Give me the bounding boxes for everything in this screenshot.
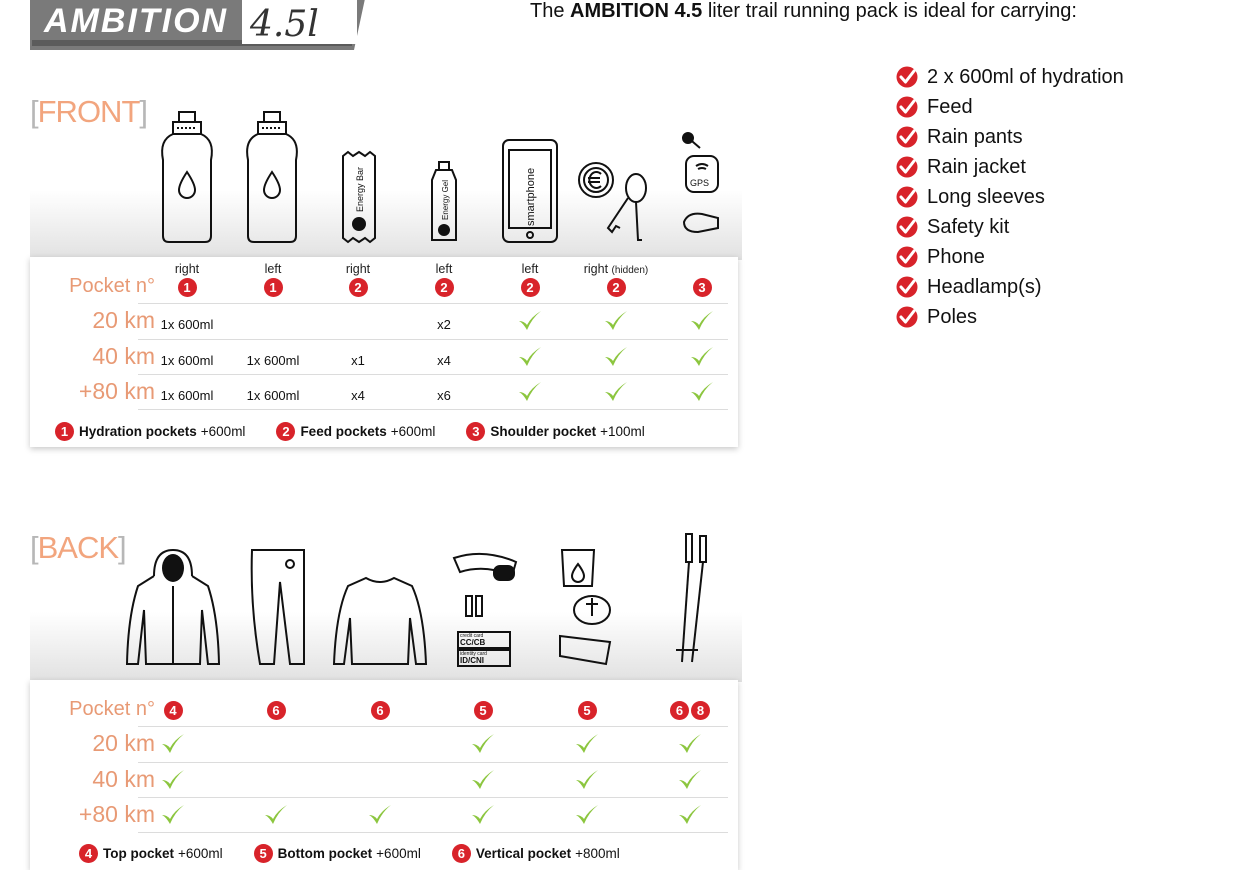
svg-text:4.5l: 4.5l [250, 4, 319, 45]
svg-text:Energy Gel: Energy Gel [441, 179, 450, 220]
pocket-number-badge: 5 [474, 701, 493, 720]
green-check-icon [487, 309, 573, 335]
side-text: right [583, 262, 609, 276]
checklist-item [896, 122, 1124, 152]
pocket-badge-cell [440, 701, 526, 720]
row-divider [138, 726, 728, 727]
quantity-cell: x4 [437, 353, 451, 368]
green-check-icon [130, 803, 216, 829]
pocket-number-badge: 1 [264, 278, 283, 297]
distance-label: +80 km [78, 801, 155, 827]
svg-text:identity card: identity card [460, 651, 487, 657]
back-label: [BACK] [30, 530, 126, 565]
column-side-label [487, 262, 573, 276]
legend-item [54, 422, 245, 441]
column-side-label [144, 262, 230, 276]
row-divider [138, 762, 728, 763]
pocket-number-badge: 6 [267, 701, 286, 720]
red-check-icon [896, 246, 918, 268]
pocket-badge-cell [487, 278, 573, 297]
quantity-cell: 1x 600ml [246, 353, 300, 368]
checklist-label: Headlamp(s) [927, 275, 1042, 298]
checklist-label: Rain jacket [927, 155, 1026, 178]
green-check-icon [573, 309, 659, 335]
legend-capacity: +800ml [575, 846, 620, 861]
checklist-item [896, 152, 1124, 182]
pocket-number-label: Pocket n° [69, 275, 155, 297]
side-text: right [174, 262, 200, 276]
green-check-icon [544, 803, 630, 829]
pocket-legend [54, 422, 675, 441]
legend-capacity: +600ml [390, 424, 436, 439]
row-divider [138, 339, 728, 340]
legend-capacity: +600ml [376, 846, 421, 861]
pocket-number-badge: 2 [435, 278, 454, 297]
quantity-cell: x4 [351, 388, 365, 403]
carry-checklist [896, 62, 1124, 332]
green-check-icon [130, 732, 216, 758]
back-pocket-table [30, 680, 738, 870]
safety-items-icon [678, 128, 724, 244]
checklist-item [896, 242, 1124, 272]
green-check-icon [647, 803, 733, 829]
side-text: right [345, 262, 371, 276]
legend-item [451, 844, 620, 863]
legend-capacity: +600ml [178, 846, 223, 861]
checklist-label: Feed [927, 95, 973, 118]
pocket-number-badge: 1 [55, 422, 74, 441]
pocket-number-badge: 3 [466, 422, 485, 441]
green-check-icon [544, 768, 630, 794]
checklist-label: Phone [927, 245, 985, 268]
pocket-badge-cell [230, 278, 316, 297]
red-check-icon [896, 306, 918, 328]
distance-label: 20 km [92, 307, 155, 333]
pocket-badge-cell [315, 278, 401, 297]
green-check-icon [130, 768, 216, 794]
red-check-icon [896, 156, 918, 178]
pocket-number-badge: 2 [349, 278, 368, 297]
pocket-legend [78, 844, 650, 863]
checklist-item [896, 62, 1124, 92]
checklist-label: Long sleeves [927, 185, 1045, 208]
coin-keys-icon [576, 158, 658, 244]
pocket-number-badge: 4 [79, 844, 98, 863]
column-side-label [573, 262, 659, 276]
green-check-icon [647, 768, 733, 794]
green-check-icon [487, 380, 573, 406]
checklist-label: Rain pants [927, 125, 1023, 148]
checklist-item [896, 92, 1124, 122]
front-label: [FRONT] [30, 94, 148, 129]
row-divider [138, 832, 728, 833]
pocket-number-badge: 6 [670, 701, 689, 720]
legend-pocket-name: Vertical pocket [475, 846, 572, 861]
pocket-badge-cell [544, 701, 630, 720]
green-check-icon [440, 803, 526, 829]
green-check-icon [573, 380, 659, 406]
pocket-number-badge: 6 [371, 701, 390, 720]
pocket-badge-cell [233, 701, 319, 720]
green-check-icon [573, 345, 659, 371]
svg-text:Energy Bar: Energy Bar [355, 166, 365, 212]
pocket-number-badge: 3 [693, 278, 712, 297]
checklist-item [896, 212, 1124, 242]
quantity-cell: x2 [437, 317, 451, 332]
svg-text:credit card: credit card [460, 633, 484, 639]
green-check-icon [659, 309, 745, 335]
checklist-label: 2 x 600ml of hydration [927, 65, 1124, 88]
pocket-badge-cell [659, 278, 745, 297]
column-side-label [230, 262, 316, 276]
side-text: left [435, 262, 453, 276]
pocket-badge-cell [573, 278, 659, 297]
svg-text:CC/CB: CC/CB [460, 638, 486, 647]
smartphone-icon [500, 138, 560, 244]
svg-text:GPS: GPS [690, 178, 710, 188]
rain-jacket-icon [124, 546, 222, 668]
quantity-cell: x1 [351, 353, 365, 368]
quantity-cell: 1x 600ml [246, 388, 300, 403]
distance-label: 20 km [92, 730, 155, 756]
quantity-cell: x6 [437, 388, 451, 403]
legend-capacity: +600ml [200, 424, 246, 439]
pocket-number-badge: 1 [178, 278, 197, 297]
red-check-icon [896, 96, 918, 118]
soft-flask-icon [155, 108, 219, 244]
svg-text:smartphone: smartphone [525, 167, 537, 226]
legend-pocket-name: Feed pockets [300, 424, 387, 439]
ambition-logo [30, 0, 366, 50]
row-divider [138, 797, 728, 798]
red-check-icon [896, 66, 918, 88]
quantity-cell: 1x 600ml [160, 388, 214, 403]
quantity-cell: 1x 600ml [160, 353, 214, 368]
red-check-icon [896, 186, 918, 208]
energy-gel-icon [428, 160, 460, 244]
side-note: (hidden) [611, 265, 649, 276]
pocket-number-badge: 5 [254, 844, 273, 863]
distance-label: 40 km [92, 343, 155, 369]
pocket-badge-cell [130, 701, 216, 720]
legend-item [78, 844, 223, 863]
red-check-icon [896, 126, 918, 148]
checklist-label: Safety kit [927, 215, 1010, 238]
svg-text:ID/CNI: ID/CNI [460, 656, 484, 665]
legend-item [253, 844, 421, 863]
green-check-icon [337, 803, 423, 829]
side-text: left [264, 262, 282, 276]
green-check-icon [487, 345, 573, 371]
green-check-icon [233, 803, 319, 829]
checklist-item [896, 302, 1124, 332]
row-divider [138, 409, 728, 410]
pocket-number-badge: 2 [521, 278, 540, 297]
legend-item [275, 422, 435, 441]
pocket-number-badge: 6 [452, 844, 471, 863]
checklist-item [896, 182, 1124, 212]
headlamp-batteries-cards-icon [450, 548, 520, 668]
energy-bar-icon [340, 150, 378, 244]
legend-pocket-name: Hydration pockets [79, 424, 197, 439]
intro-text: The AMBITION 4.5 liter trail running pack is ideal for carrying: [530, 0, 1077, 22]
distance-label: +80 km [78, 378, 155, 404]
pocket-badge-cell [337, 701, 423, 720]
trail-poles-icon [666, 532, 712, 668]
front-pocket-table [30, 257, 738, 447]
column-side-label [401, 262, 487, 276]
rain-pants-icon [248, 546, 308, 668]
long-sleeves-icon [332, 572, 428, 668]
legend-pocket-name: Bottom pocket [277, 846, 373, 861]
row-divider [138, 303, 728, 304]
distance-label: 40 km [92, 766, 155, 792]
legend-pocket-name: Shoulder pocket [490, 424, 597, 439]
pocket-number-label: Pocket n° [69, 698, 155, 720]
pocket-number-badge: 8 [691, 701, 710, 720]
column-side-label [315, 262, 401, 276]
side-text: left [521, 262, 539, 276]
green-check-icon [659, 380, 745, 406]
soft-flask-icon [240, 108, 304, 244]
checklist-label: Poles [927, 305, 978, 328]
row-divider [138, 374, 728, 375]
green-check-icon [647, 732, 733, 758]
green-check-icon [440, 768, 526, 794]
pocket-number-badge: 2 [607, 278, 626, 297]
green-check-icon [440, 732, 526, 758]
checklist-item [896, 272, 1124, 302]
pocket-badge-cell [647, 701, 733, 720]
green-check-icon [659, 345, 745, 371]
quantity-cell: 1x 600ml [160, 317, 214, 332]
pocket-number-badge: 2 [276, 422, 295, 441]
pocket-number-badge: 4 [164, 701, 183, 720]
pocket-badge-cell [401, 278, 487, 297]
green-check-icon [544, 732, 630, 758]
legend-item [465, 422, 644, 441]
svg-text:AMBITION: AMBITION [44, 2, 229, 40]
first-aid-kit-icon [556, 546, 618, 668]
legend-pocket-name: Top pocket [103, 846, 175, 861]
legend-capacity: +100ml [600, 424, 645, 439]
red-check-icon [896, 216, 918, 238]
pocket-number-badge: 5 [578, 701, 597, 720]
red-check-icon [896, 276, 918, 298]
pocket-badge-cell [144, 278, 230, 297]
